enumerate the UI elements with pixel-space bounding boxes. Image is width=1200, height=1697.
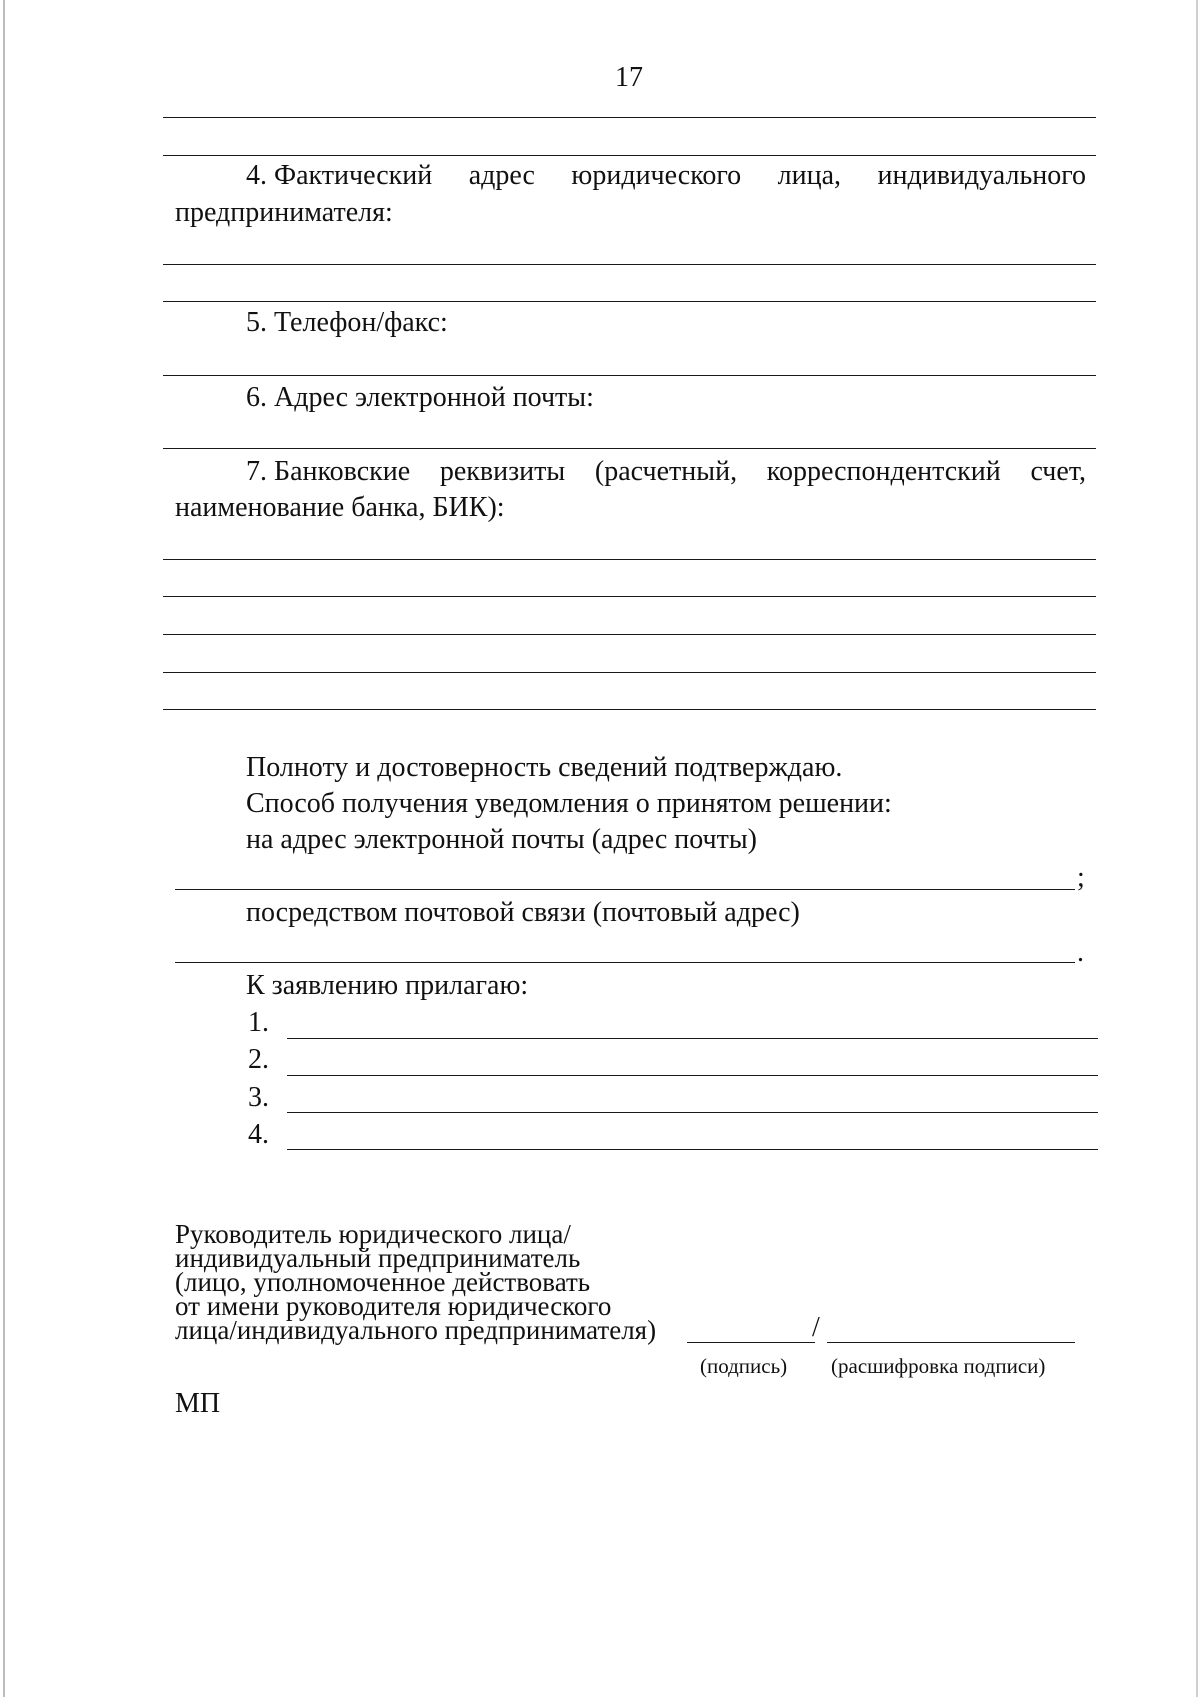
- email-line-end-mark: ;: [1077, 862, 1085, 893]
- attachments-heading: К заявлению прилагаю:: [246, 970, 529, 1001]
- section-7-word-3: (расчетный,: [594, 456, 738, 487]
- signature-decoding-caption: (расшифровка подписи): [831, 1354, 1046, 1378]
- notification-method-heading: Способ получения уведомления о принятом решении:: [246, 788, 892, 819]
- blank-line-top-2: [163, 155, 1096, 156]
- postal-address-line: [175, 962, 1075, 963]
- section-7-blank-line-3: [163, 634, 1096, 635]
- section-6-label: 6. Адрес электронной почты:: [246, 382, 594, 413]
- confirmation-statement: Полноту и достоверность сведений подтверждаю.: [246, 752, 843, 783]
- signature-decoding-line: [827, 1342, 1075, 1343]
- section-4-heading: [246, 160, 1086, 192]
- attachment-line-4: [287, 1149, 1098, 1150]
- section-6-blank-line: [163, 448, 1096, 449]
- section-5-blank-line: [163, 375, 1096, 376]
- scan-edge-left: [3, 0, 5, 1697]
- section-4-word-4: лица,: [777, 160, 842, 191]
- attachment-line-3: [287, 1112, 1098, 1113]
- attachment-number-1: 1.: [248, 1007, 269, 1038]
- section-7-blank-line-2: [163, 596, 1096, 597]
- section-4-word-2: адрес: [468, 160, 535, 191]
- blank-line-top-1: [163, 117, 1096, 118]
- signatory-line-5: лица/индивидуального предпринимателя): [175, 1315, 657, 1345]
- section-7-blank-line-4: [163, 672, 1096, 673]
- section-7-blank-line-5: [163, 709, 1096, 710]
- section-4-word-3: юридического: [571, 160, 742, 191]
- section-4-blank-line-1: [163, 264, 1096, 265]
- signatory-line-2: индивидуальный предприниматель: [175, 1243, 581, 1273]
- attachment-number-2: 2.: [248, 1044, 269, 1075]
- attachment-line-2: [287, 1075, 1098, 1076]
- attachment-number-4: 4.: [248, 1119, 269, 1150]
- section-7-continuation: наименование банка, БИК):: [175, 492, 505, 523]
- signatory-line-1: Руководитель юридического лица/: [175, 1219, 571, 1249]
- email-address-line: [175, 889, 1075, 890]
- scan-edge-right: [1196, 0, 1198, 1697]
- postal-line-end-mark: .: [1077, 937, 1084, 968]
- section-7-word-5: счет,: [1030, 456, 1086, 487]
- signature-line: [687, 1342, 815, 1343]
- section-4-blank-line-2: [163, 301, 1096, 302]
- section-5-label: 5. Телефон/факс:: [246, 307, 448, 338]
- section-7-heading: [246, 456, 1086, 488]
- section-7-word-4: корреспондентский: [766, 456, 1001, 487]
- signature-caption: (подпись): [700, 1354, 788, 1378]
- signatory-line-4: от имени руководителя юридического: [175, 1291, 612, 1321]
- signatory-line-3: (лицо, уполномоченное действовать: [175, 1267, 591, 1297]
- stamp-place-mark: МП: [175, 1388, 221, 1419]
- email-option-label: на адрес электронной почты (адрес почты): [246, 824, 757, 855]
- section-7-word-2: реквизиты: [439, 456, 566, 487]
- post-option-label: посредством почтовой связи (почтовый адрес): [246, 897, 800, 928]
- attachment-line-1: [287, 1038, 1098, 1039]
- attachment-number-3: 3.: [248, 1082, 269, 1113]
- section-4-continuation: предпринимателя:: [175, 197, 393, 228]
- section-4-word-5: индивидуального: [877, 160, 1086, 191]
- section-4-word-1: 4. Фактический: [246, 160, 433, 191]
- section-7-word-1: 7. Банковские: [246, 456, 411, 487]
- section-7-blank-line-1: [163, 559, 1096, 560]
- signature-separator: /: [812, 1312, 820, 1343]
- page-number: 17: [615, 62, 643, 93]
